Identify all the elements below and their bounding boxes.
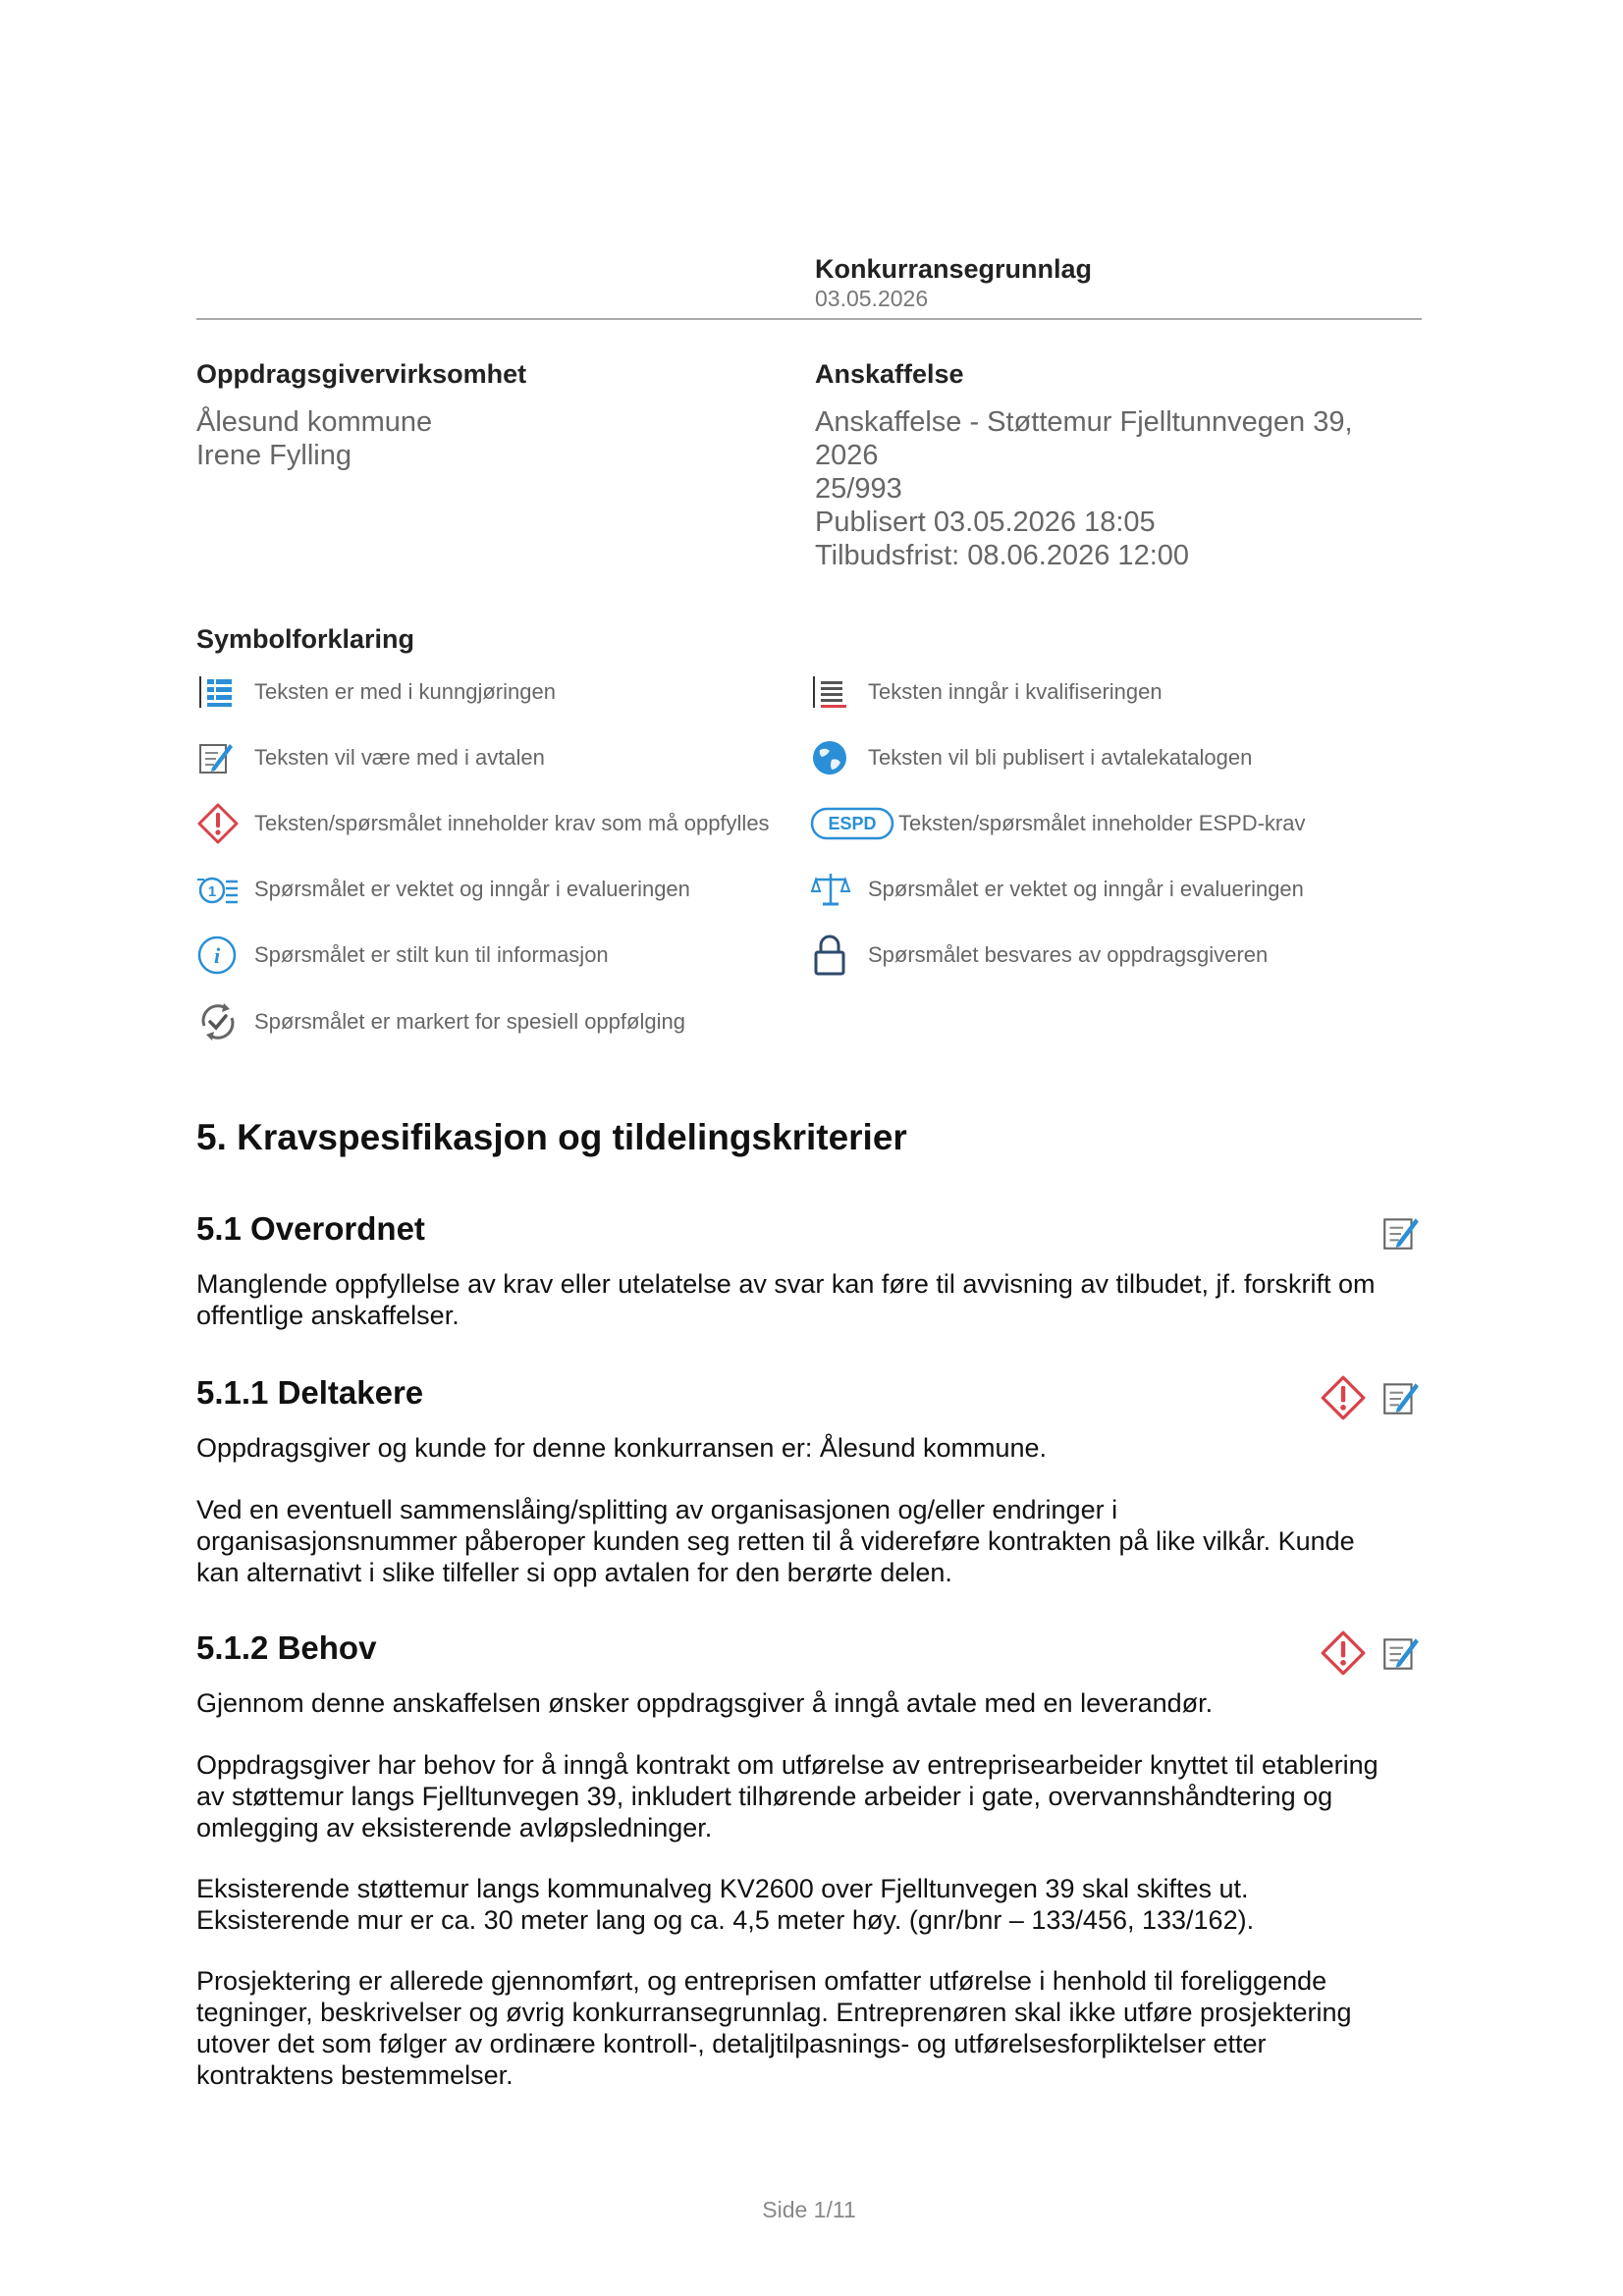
client-contact: Irene Fylling — [196, 440, 352, 471]
globe-icon — [810, 736, 857, 779]
requirement-icon — [1320, 1629, 1367, 1682]
legend-item — [810, 670, 1163, 714]
procurement-heading: Anskaffelse — [815, 359, 964, 389]
legend-text: Spørsmålet besvares av oppdragsgiveren — [868, 942, 1269, 967]
legend-text: Teksten vil bli publisert i avtalekatalogen — [868, 745, 1253, 770]
legend-text: Teksten vil være med i avtalen — [254, 745, 545, 770]
legend-item — [810, 802, 1306, 845]
section-5-1-2-paragraph-4: Prosjektering er allerede gjennomført, og entreprisen omfatter utførelse i henhold til foreliggende tegninger, beskrivelser og øvrig konkurransegrunnlag. Entreprenøren skal ikke utføre prosjektering utover det som følger av ordinære kontroll-, detaljtilpasnings- og utførelsesforpliktelser etter kontraktens bestemmelser. — [196, 1966, 1352, 2090]
legend-item — [196, 868, 690, 911]
section-5-1-2-icons — [1320, 1629, 1422, 1682]
client-heading: Oppdragsgivervirksomhet — [196, 359, 527, 389]
document-page — [196, 0, 1422, 2296]
section-heading-5-1-2: 5.1.2 Behov — [196, 1629, 377, 1666]
legend-text: Teksten/spørsmålet inneholder ESPD-krav — [898, 811, 1306, 835]
client-name: Ålesund kommune — [196, 406, 433, 438]
agreement-icon — [1380, 1212, 1422, 1258]
section-heading-5-1: 5.1 Overordnet — [196, 1210, 425, 1247]
svg-text:i: i — [213, 943, 221, 968]
procurement-year: 2026 — [815, 440, 879, 471]
page-number: Side 1/11 — [762, 2197, 856, 2222]
scale-icon — [810, 868, 857, 911]
client-block — [196, 359, 785, 472]
requirement-icon — [196, 802, 243, 845]
legend-text: Teksten/spørsmålet inneholder krav som må oppfylles — [254, 811, 770, 835]
requirement-icon — [1320, 1374, 1367, 1426]
legend-item — [196, 802, 770, 845]
legend-title: Symbolforklaring — [196, 624, 415, 654]
section-5-1-2-paragraph-1: Gjennom denne anskaffelsen ønsker oppdragsgiver å inngå avtale med en leverandør. — [196, 1688, 1214, 1718]
legend-text: Spørsmålet er markert for spesiell oppfølging — [254, 1009, 685, 1034]
procurement-name: Anskaffelse - Støttemur Fjelltunnvegen 39, — [815, 406, 1353, 438]
legend-item — [196, 934, 609, 977]
header-divider — [196, 318, 1422, 320]
legend-text: Spørsmålet er vektet og inngår i evalueringen — [868, 877, 1304, 901]
legend-item — [196, 736, 545, 779]
legend-item — [810, 934, 1268, 977]
section-5-1-2-paragraph-3: Eksisterende støttemur langs kommunalveg KV2600 over Fjelltunvegen 39 skal skiftes ut. Eksisterende mur er ca. 30 meter lang og ca. 4,5 meter høy. (gnr/bnr – 133/456, 133/162). — [196, 1874, 1255, 1935]
qualification-icon — [810, 670, 857, 714]
svg-text:1: 1 — [207, 883, 217, 900]
section-5-1-1-icons — [1320, 1374, 1422, 1426]
procurement-published: Publisert 03.05.2026 18:05 — [815, 507, 1156, 538]
section-heading-5-1-1: 5.1.1 Deltakere — [196, 1374, 424, 1411]
agreement-icon — [1380, 1629, 1422, 1682]
document-header — [815, 253, 1092, 312]
espd-badge-text: ESPD — [828, 814, 877, 833]
legend-item — [810, 736, 1252, 779]
lock-icon — [810, 934, 857, 977]
section-5-1-1-paragraph-2: Ved en eventuell sammenslåing/splitting av organisasjonen og/eller endringer i organisasjonsnummer påberoper kunden seg retten til å videreføre kontrakten på like vilkår. Kunde kan alternativt i slike tilfeller si opp avtalen for den berørte delen. — [196, 1495, 1355, 1587]
legend-item — [810, 868, 1304, 911]
procurement-deadline: Tilbudsfrist: 08.06.2026 12:00 — [815, 540, 1190, 571]
procurement-block — [815, 359, 1404, 572]
section-5-1-2-paragraph-2: Oppdragsgiver har behov for å inngå kontrakt om utførelse av entreprisearbeider knyttet til etablering av støttemur langs Fjelltunvegen 39, inkludert tilhørende arbeider i gate, overvannshåndtering og omlegging av eksisterende avløpsledninger. — [196, 1750, 1379, 1842]
procurement-reference: 25/993 — [815, 473, 902, 505]
legend-text: Spørsmålet er vektet og inngår i evalueringen — [254, 877, 690, 901]
legend-text: Teksten er med i kunngjøringen — [254, 679, 556, 704]
weighted-list-icon — [196, 868, 243, 911]
chapter-heading: 5. Kravspesifikasjon og tildelingskriterier — [196, 1117, 907, 1157]
legend-item — [196, 670, 556, 714]
section-5-1-paragraph: Manglende oppfyllelse av krav eller utelatelse av svar kan føre til avvisning av tilbudet, jf. forskrift om offentlige anskaffelser. — [196, 1269, 1376, 1330]
legend-item — [196, 1000, 685, 1043]
agreement-icon — [1380, 1374, 1422, 1426]
legend-text: Teksten inngår i kvalifiseringen — [868, 679, 1163, 704]
section-5-1-1-paragraph-1: Oppdragsgiver og kunde for denne konkurransen er: Ålesund kommune. — [196, 1433, 1048, 1463]
followup-icon — [196, 1000, 243, 1043]
legend-text: Spørsmålet er stilt kun til informasjon — [254, 942, 609, 967]
info-icon — [196, 934, 243, 977]
announcement-icon — [196, 670, 243, 714]
document-date: 03.05.2026 — [815, 286, 929, 311]
espd-icon — [810, 802, 896, 845]
agreement-icon — [196, 736, 243, 779]
section-5-1-icons — [1380, 1212, 1422, 1258]
document-title: Konkurransegrunnlag — [815, 254, 1093, 284]
